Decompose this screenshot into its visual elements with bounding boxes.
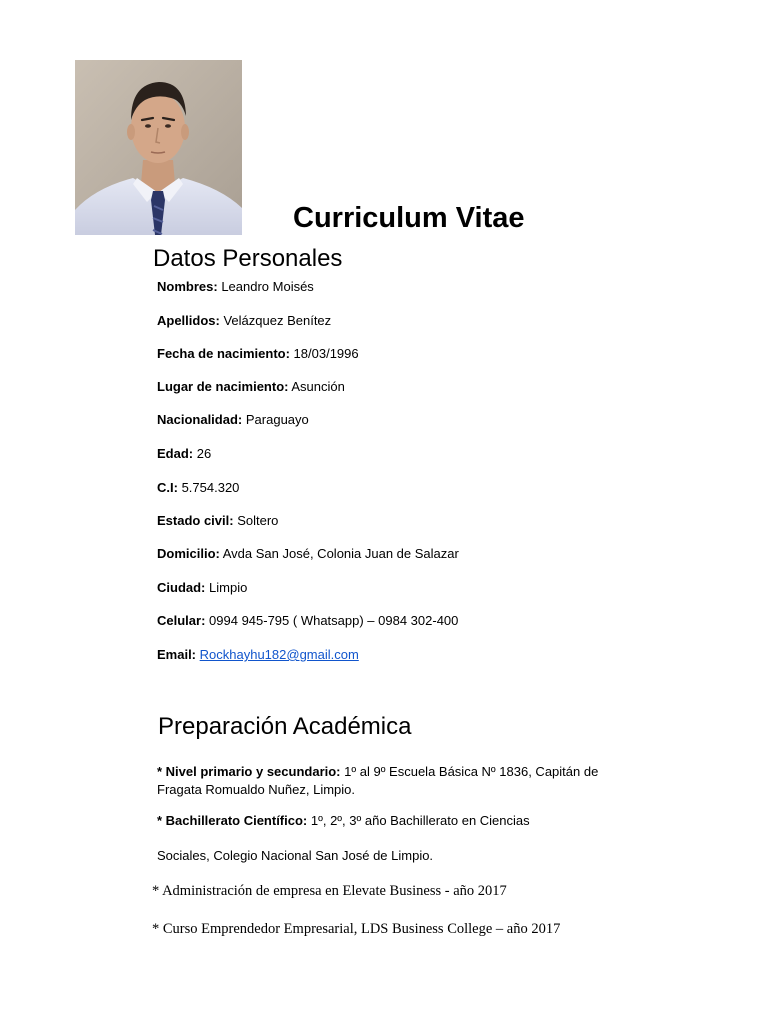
field-ci [157,481,239,494]
field-fecha-nacimiento [157,347,359,360]
edu-label: * Nivel primario y secundario: [157,764,341,779]
field-email [157,648,359,661]
course-item: * Curso Emprendedor Empresarial, LDS Business College – año 2017 [152,921,561,937]
field-label: Estado civil: [157,513,234,528]
edu-item-bachillerato [157,812,637,830]
edu-item-bachillerato-cont [157,847,637,865]
field-label: Lugar de nacimiento: [157,379,289,394]
email-link[interactable]: Rockhayhu182@gmail.com [199,647,359,662]
field-value: Leandro Moisés [221,279,314,294]
field-celular [157,614,458,627]
field-label: Apellidos: [157,313,220,328]
field-value: Avda San José, Colonia Juan de Salazar [222,546,459,561]
field-edad [157,447,211,460]
field-label: Nacionalidad: [157,412,243,427]
field-value: 5.754.320 [181,480,240,495]
edu-label: * Bachillerato Científico: [157,813,308,828]
section-heading-academic: Preparación Académica [158,713,412,740]
document-title: Curriculum Vitae [293,202,525,234]
course-item: * Administración de empresa en Elevate Business - año 2017 [152,883,507,899]
edu-value: Sociales, Colegio Nacional San José de Limpio. [157,848,434,863]
field-value: Soltero [237,513,279,528]
field-label: Edad: [157,446,194,461]
field-label: Celular: [157,613,206,628]
field-label: Ciudad: [157,580,206,595]
field-lugar-nacimiento [157,380,345,393]
field-value: Limpio [209,580,248,595]
field-value: Velázquez Benítez [223,313,332,328]
field-estado-civil [157,514,278,527]
field-value: Asunción [291,379,345,394]
field-value: 0994 945-795 ( Whatsapp) – 0984 302-400 [209,613,459,628]
field-label: Email: [157,647,197,662]
profile-photo [75,60,242,235]
section-heading-personal: Datos Personales [153,245,343,272]
edu-value: 1º, 2º, 3º año Bachillerato en Ciencias [310,813,530,828]
field-apellidos [157,314,331,327]
field-label: Domicilio: [157,546,220,561]
field-domicilio [157,547,459,560]
field-label: Fecha de nacimiento: [157,346,290,361]
field-label: C.I: [157,480,178,495]
field-value: 26 [196,446,212,461]
field-nacionalidad [157,413,309,426]
field-value: Paraguayo [245,412,309,427]
edu-item-primario [157,763,637,799]
field-ciudad [157,581,247,594]
field-value: 18/03/1996 [293,346,359,361]
field-nombres [157,280,314,293]
field-label: Nombres: [157,279,218,294]
edu-value: 1º al 9º Escuela Básica Nº 1836, Capitán de Fragata Romualdo Nuñez, Limpio. [157,764,599,797]
